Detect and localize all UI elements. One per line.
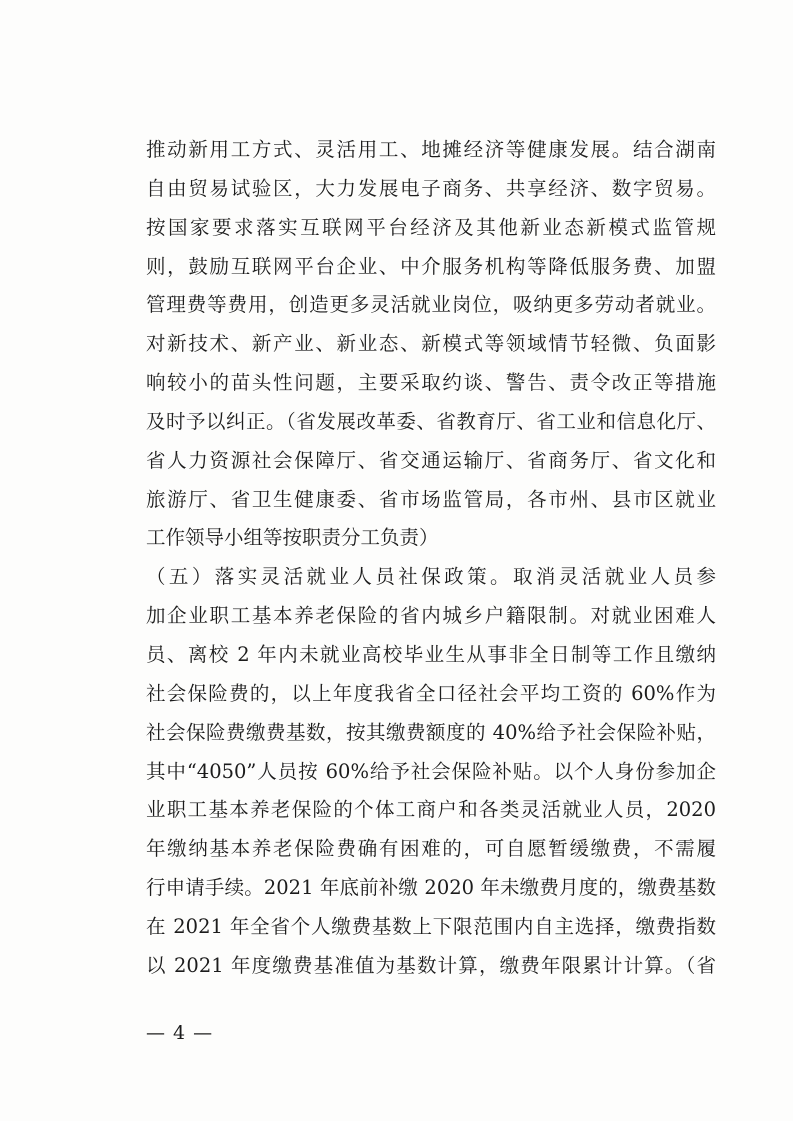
text-line: 加企业职工基本养老保险的省内城乡户籍限制。对就业困难人 — [146, 604, 716, 628]
text-line: 旅游厅、省卫生健康委、省市场监管局，各市州、县市区就业 — [146, 487, 716, 511]
text-line: 自由贸易试验区，大力发展电子商务、共享经济、数字贸易。 — [146, 176, 716, 200]
text-line: 工作领导小组等按职责分工负责） — [146, 526, 439, 550]
text-line: 在 2021 年全省个人缴费基数上下限范围内自主选择，缴费指数 — [146, 914, 716, 938]
text-line: 年缴纳基本养老保险费确有困难的，可自愿暂缓缴费，不需履 — [146, 837, 716, 861]
text-line: 推动新用工方式、灵活用工、地摊经济等健康发展。结合湖南 — [146, 138, 716, 161]
page-number: — 4 — — [146, 1022, 214, 1044]
text-line: 按国家要求落实互联网平台经济及其他新业态新模式监管规 — [146, 215, 716, 239]
text-line: 其中“4050”人员按 60%给予社会保险补贴。以个人身份参加企 — [146, 759, 716, 783]
body-text — [146, 131, 716, 986]
text-line: 员、离校 2 年内未就业高校毕业生从事非全日制等工作且缴纳 — [146, 642, 716, 666]
text-line: 管理费等费用，创造更多灵活就业岗位，吸纳更多劳动者就业。 — [146, 293, 716, 317]
text-line: 及时予以纠正。（省发展改革委、省教育厅、省工业和信息化厅、 — [146, 409, 716, 433]
text-line: 行申请手续。2021 年底前补缴 2020 年未缴费月度的，缴费基数 — [146, 876, 716, 900]
text-line: 省人力资源社会保障厅、省交通运输厅、省商务厅、省文化和 — [146, 448, 716, 472]
text-line: 响较小的苗头性问题，主要采取约谈、警告、责令改正等措施 — [146, 371, 716, 395]
text-line: 社会保险费缴费基数，按其缴费额度的 40%给予社会保险补贴， — [146, 720, 716, 744]
text-line: 业职工基本养老保险的个体工商户和各类灵活就业人员，2020 — [146, 798, 716, 822]
text-line: 则，鼓励互联网平台企业、中介服务机构等降低服务费、加盟 — [146, 254, 716, 278]
text-line: 社会保险费的，以上年度我省全口径社会平均工资的 60%作为 — [146, 681, 716, 705]
text-line: 对新技术、新产业、新业态、新模式等领域情节轻微、负面影 — [146, 332, 716, 356]
section-heading-line: （五）落实灵活就业人员社保政策。取消灵活就业人员参 — [146, 565, 716, 589]
text-line: 以 2021 年度缴费基准值为基数计算，缴费年限累计计算。（省 — [146, 953, 716, 977]
